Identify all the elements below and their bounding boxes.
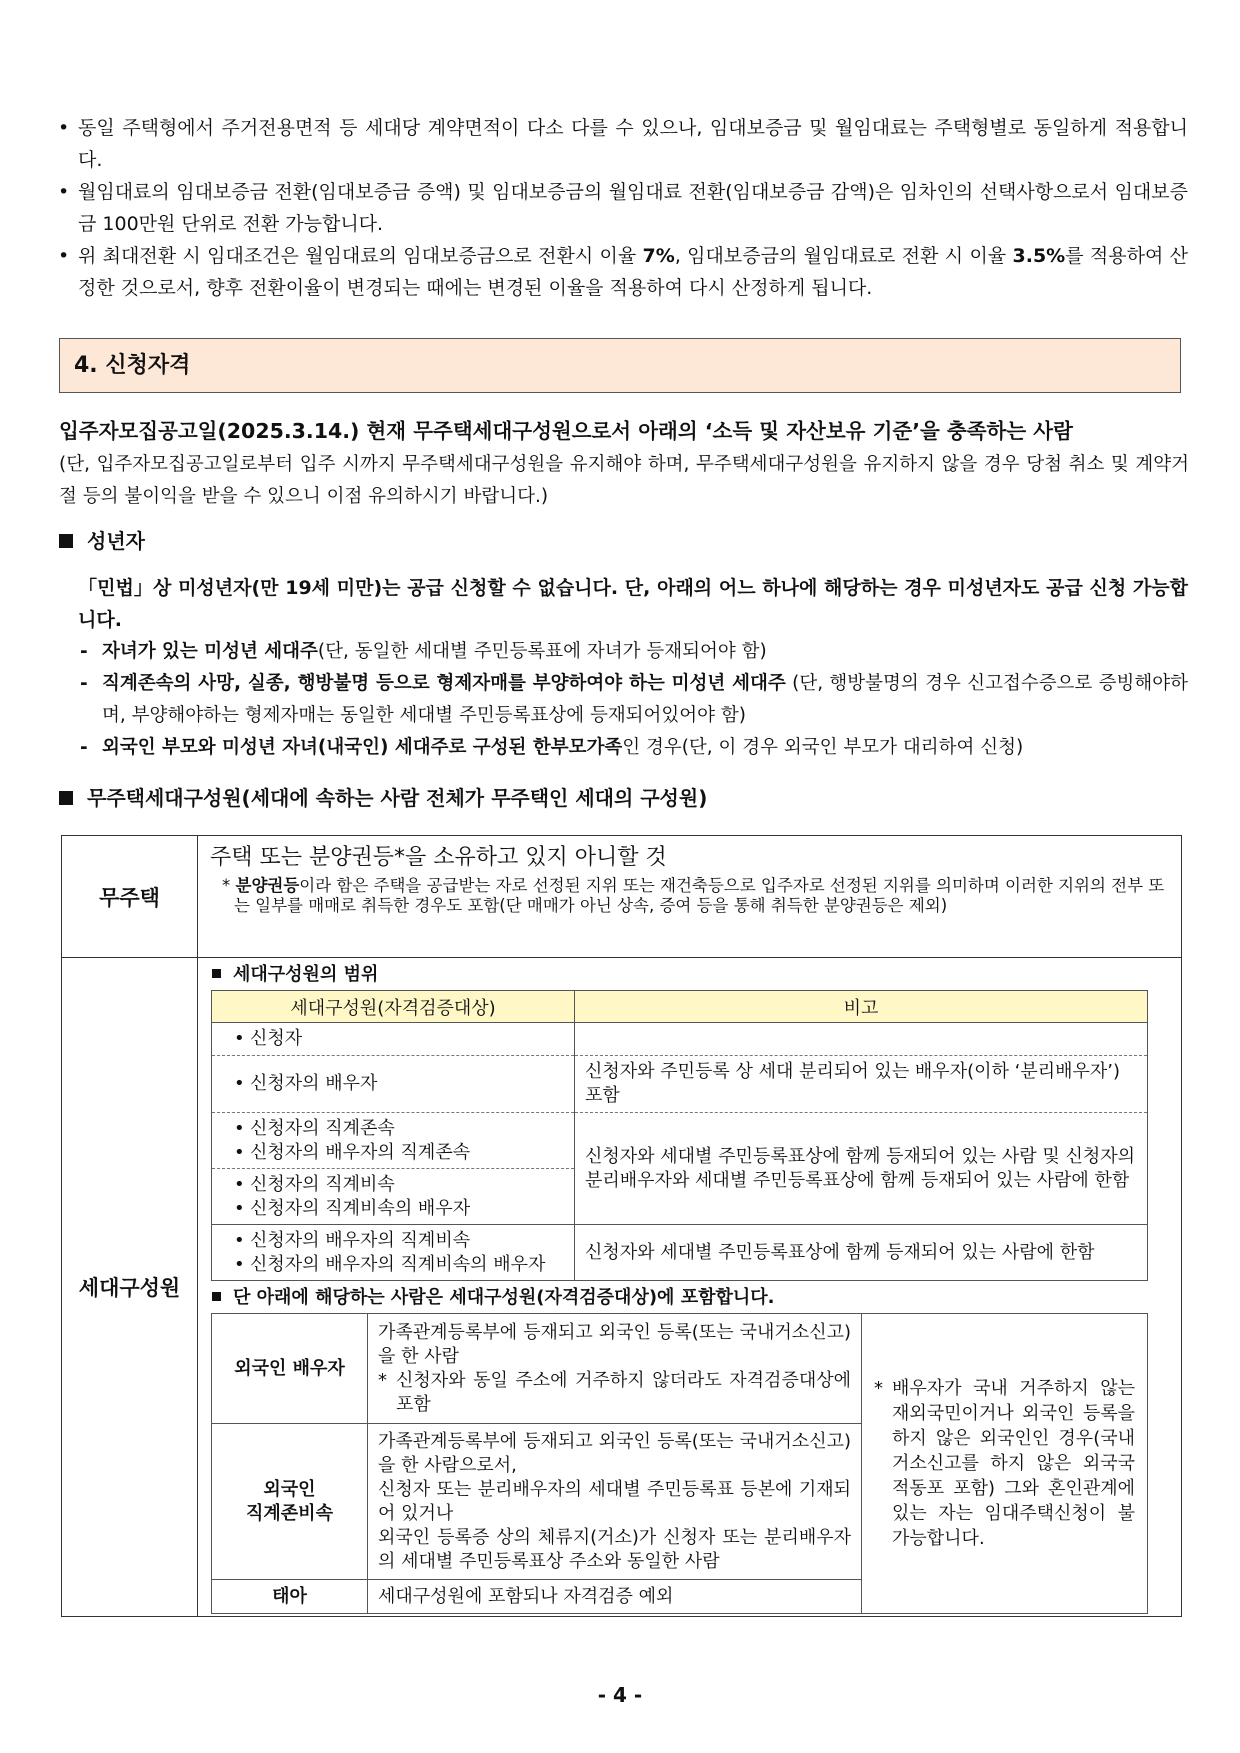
- table-cell: 신청자와 주민등록 상 세대 분리되어 있는 배우자(이하 ‘분리배우자’) 포함: [575, 1056, 1148, 1113]
- square-bullet-icon: [59, 791, 73, 805]
- table-row: • 신청자의 배우자의 직계비속 • 신청자의 배우자의 직계비속의 배우자: [212, 1225, 575, 1281]
- foreign-lineal-text: 가족관계등록부에 등재되고 외국인 등록(또는 국내거소신고)을 한 사람으로서, 신청자 또는 분리배우자의 세대별 주민등록표 등본에 기재되어 있거나 외국인 등록증 상의 체류지(거소)가 신청자 또는 분리배우자의 세대별 주민등록표상 주소와 동일한 사람: [368, 1424, 862, 1580]
- col-header-member: 세대구성원(자격검증대상): [212, 991, 575, 1023]
- table-row: • 신청자: [212, 1023, 575, 1056]
- table-row: • 신청자의 배우자: [212, 1056, 575, 1113]
- range-table: [211, 990, 1148, 1281]
- mujutaek-note: * 분양권등이라 함은 주택을 공급받는 자로 선정된 지위 또는 재건축등으로 입주자로 선정된 지위를 의미하며 이러한 지위의 전부 또는 일부를 매매로 취득한 경우도 포함(단 매매가 아닌 상속, 증여 등을 통해 취득한 분양권등은 제외): [222, 876, 1165, 915]
- adult-heading: [59, 526, 145, 556]
- mujutaek-content: [198, 836, 1182, 958]
- side-note: * 배우자가 국내 거주하지 않는 재외국민이거나 외국인 등록을 하지 않은 외국인인 경우(국내거소신고를 하지 않은 외국국적동포 포함) 그와 혼인관계에 있는 자는 임대주택신청이 불가능합니다.: [862, 1314, 1148, 1614]
- list-item: - 직계존속의 사망, 실종, 행방불명 등으로 형제자매를 부양하여야 하는 미성년 세대주 (단, 행방불명의 경우 신고접수증으로 증빙해야하며, 부양해야하는 형제자매는 동일한 세대별 주민등록표상에 등재되어있어야 함): [78, 668, 1188, 732]
- mujutaek-label: 무주택: [62, 836, 198, 958]
- intro-bullet-list: [58, 112, 1188, 304]
- table-row: • 신청자의 직계존속 • 신청자의 배우자의 직계존속: [212, 1113, 575, 1169]
- adult-exception-list: [78, 636, 1188, 764]
- list-item: - 자녀가 있는 미성년 세대주(단, 동일한 세대별 주민등록표에 자녀가 등재되어야 함): [78, 636, 1188, 668]
- fetus-text: 세대구성원에 포함되나 자격검증 예외: [368, 1580, 862, 1614]
- qualification-main: 입주자모집공고일(2025.3.14.) 현재 무주택세대구성원으로서 아래의 ‘소득 및 자산보유 기준’을 충족하는 사람: [59, 419, 1073, 443]
- mujutaek-title: 주택 또는 분양권등*을 소유하고 있지 아니할 것: [210, 845, 667, 870]
- table-cell: 신청자와 세대별 주민등록표상에 함께 등재되어 있는 사람에 한함: [575, 1225, 1148, 1281]
- list-item: - 외국인 부모와 미성년 자녀(내국인) 세대주로 구성된 한부모가족인 경우(단, 이 경우 외국인 부모가 대리하여 신청): [78, 732, 1188, 764]
- household-label: 세대구성원: [62, 958, 198, 1617]
- household-heading: [59, 783, 707, 813]
- include-heading: 단 아래에 해당하는 사람은 세대구성원(자격검증대상)에 포함합니다.: [198, 1283, 1181, 1313]
- household-content: [198, 958, 1182, 1617]
- intro-bullet-1: • 동일 주택형에서 주거전용면적 등 세대당 계약면적이 다소 다를 수 있으나, 임대보증금 및 월임대료는 주택형별로 동일하게 적용합니다.: [58, 112, 1188, 176]
- table-cell: 신청자와 세대별 주민등록표상에 함께 등재되어 있는 사람 및 신청자의 분리배우자와 세대별 주민등록표상에 함께 등재되어 있는 사람에 한함: [575, 1113, 1148, 1225]
- foreign-table: [211, 1313, 1148, 1614]
- intro-bullet-3: [58, 240, 1188, 304]
- square-bullet-icon: [212, 969, 221, 978]
- adult-main-text: 「민법」상 미성년자(만 19세 미만)는 공급 신청할 수 없습니다. 단, 아래의 어느 하나에 해당하는 경우 미성년자도 공급 신청 가능합니다.: [78, 577, 1188, 631]
- fetus-label: 태아: [212, 1580, 368, 1614]
- rate-1: 7%: [642, 245, 675, 267]
- table-cell: [575, 1023, 1148, 1056]
- qualification-note: (단, 입주자모집공고일로부터 입주 시까지 무주택세대구성원을 유지해야 하며, 무주택세대구성원을 유지하지 않을 경우 당첨 취소 및 계약거절 등의 불이익을 받을 수 있으니 이점 유의하시기 바랍니다.): [59, 454, 1189, 507]
- bullet3-text: , 임대보증금의 월임대료로 전환 시 이율: [674, 245, 1013, 267]
- adult-heading-text: 성년자: [87, 529, 145, 553]
- household-heading-text: 무주택세대구성원(세대에 속하는 사람 전체가 무주택인 세대의 구성원): [87, 786, 708, 810]
- intro-bullet-2: • 월임대료의 임대보증금 전환(임대보증금 증액) 및 임대보증금의 월임대료 전환(임대보증금 감액)은 임차인의 선택사항으로서 임대보증금 100만원 단위로 전환 가능합니다.: [58, 176, 1188, 240]
- household-table: [61, 835, 1182, 1617]
- bullet3-text: 위 최대전환 시 임대조건은 월임대료의 임대보증금으로 전환시 이율: [78, 245, 643, 267]
- col-header-remark: 비고: [575, 991, 1148, 1023]
- table-row: • 신청자의 직계비속 • 신청자의 직계비속의 배우자: [212, 1169, 575, 1225]
- foreign-lineal-label: 외국인 직계존비속: [212, 1424, 368, 1580]
- range-heading: 세대구성원의 범위: [198, 960, 1181, 990]
- page-number: - 4 -: [597, 1683, 643, 1707]
- foreign-spouse-label: 외국인 배우자: [212, 1314, 368, 1424]
- square-bullet-icon: [212, 1292, 221, 1301]
- square-bullet-icon: [59, 534, 73, 548]
- rate-2: 3.5%: [1012, 245, 1066, 267]
- bullet3-text: 를 적용하여 산정한 것으로서, 향후 전환이율이 변경되는 때에는 변경된 이율을 적용하여 다시 산정하게 됩니다.: [78, 245, 1188, 299]
- foreign-spouse-text: 가족관계등록부에 등재되고 외국인 등록(또는 국내거소신고)을 한 사람 * 신청자와 동일 주소에 거주하지 않더라도 자격검증대상에 포함: [368, 1314, 862, 1424]
- section-title: 4. 신청자격: [59, 338, 1181, 393]
